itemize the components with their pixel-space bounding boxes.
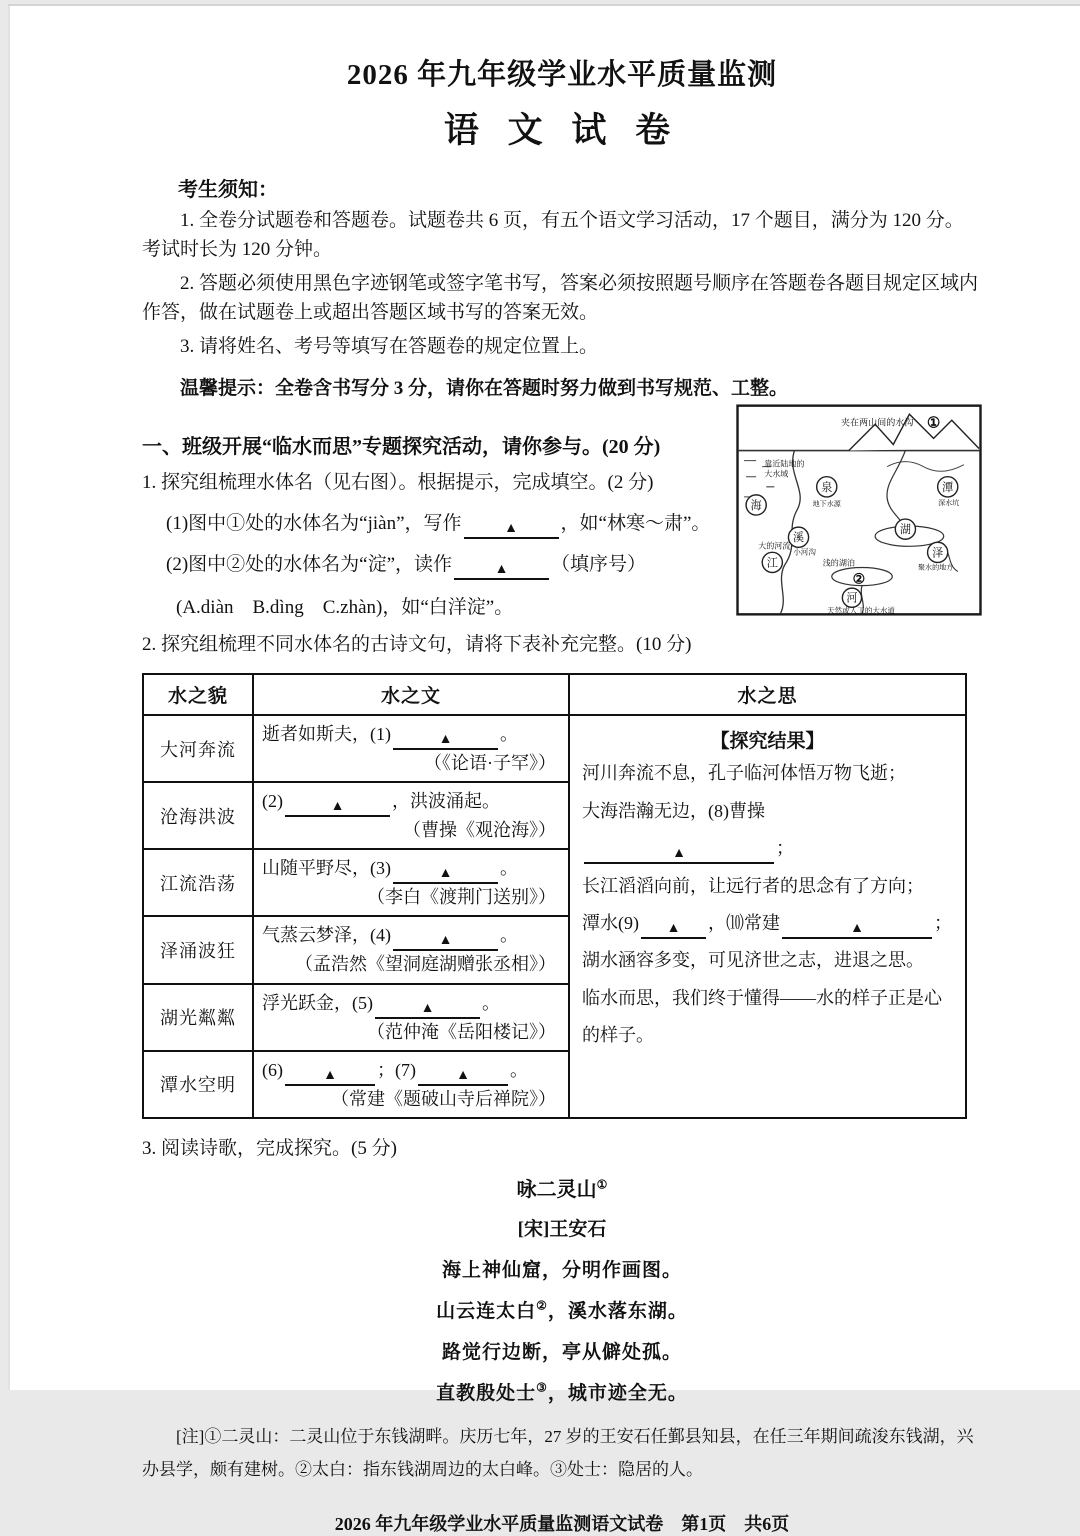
- map-label-sea-2: 大水域: [764, 469, 789, 479]
- exam-subtitle: 语 文 试 卷: [443, 111, 681, 150]
- water-thought-cell: [569, 715, 966, 1118]
- result-line-3: 长江滔滔向前，让远行者的思念有了方向；: [582, 875, 924, 896]
- question-3-stem: 3. 阅读诗歌，完成探究。(5 分): [142, 1137, 397, 1159]
- table-row: [143, 715, 966, 782]
- water-verse-cell: 气蒸云梦泽，(4) ▲ 。 （孟浩然《望洞庭湖赠张丞相》）: [253, 916, 569, 983]
- result-heading: 【探究结果】: [710, 731, 825, 753]
- map-label-spring: 地下水源: [812, 500, 841, 509]
- notice-item-1: 1. 全卷分试题卷和答题卷。试题卷共 6 页，有五个语文学习活动，17 个题目，满分为 120 分。考试时长为 120 分钟。: [142, 210, 964, 261]
- question-1-stem: 1. 探究组梳理水体名（见右图）。根据提示，完成填空。(2 分): [142, 472, 654, 494]
- footnote-mark-3: ③: [536, 1380, 548, 1395]
- bubble-spring-char: 泉: [821, 482, 833, 495]
- marker-1-icon: ①: [926, 415, 941, 432]
- result-line-1: 河川奔流不息，孔子临河体悟万物飞逝；: [582, 763, 906, 784]
- poem-line-3: 路觉行边断，亭从僻处孤。: [441, 1342, 682, 1364]
- notice-heading: 考生须知：: [178, 179, 278, 201]
- water-look-cell: 湖光粼粼: [143, 984, 253, 1051]
- question-1-sub-1: (1)图中①处的水体名为“jiàn”，写作 ▲ ，如“林寒～肃”。: [166, 510, 982, 539]
- exam-page: [8, 4, 1080, 1534]
- poem-footnote: [注]①二灵山：二灵山位于东钱湖畔。庆历七年，27 岁的王安石任鄞县知县，在任三年期间疏浚东钱湖，兴办县学，颇有建树。②太白：指东钱湖周边的太白峰。③处士：隐居的人。: [142, 1427, 974, 1479]
- footnote-mark-2: ②: [536, 1298, 548, 1313]
- bubble-sea-char: 海: [750, 500, 762, 513]
- verse-source: （曹操《观沧海》）: [403, 820, 556, 841]
- verse-source: （李白《渡荆门送别》）: [367, 887, 556, 908]
- poem-author: [宋]王安石: [517, 1219, 607, 1241]
- water-look-cell: 沧海洪波: [143, 782, 253, 849]
- verse-source: （孟浩然《望洞庭湖赠张丞相》）: [295, 954, 556, 975]
- question-2-stem: 2. 探究组梳理不同水体名的古诗文句，请将下表补充完整。(10 分): [142, 633, 692, 655]
- poem-line-2: 山云连太白②，溪水落东湖。: [436, 1298, 688, 1323]
- bubble-pool-char: 潭: [942, 482, 954, 495]
- answer-blank-t4: ▲: [393, 931, 498, 951]
- water-verse-cell: 山随平野尽，(3) ▲ 。 （李白《渡荆门送别》）: [253, 849, 569, 916]
- water-verse-cell: 逝者如斯夫，(1) ▲ 。 （《论语·子罕》）: [253, 715, 569, 782]
- answer-blank-t1: ▲: [393, 730, 498, 750]
- answer-blank-8: ▲: [584, 844, 774, 864]
- bubble-marsh-char: 泽: [932, 547, 944, 560]
- notice-item-3: 3. 请将姓名、考号等填写在答题卷的规定位置上。: [180, 335, 599, 357]
- answer-blank-t3: ▲: [393, 864, 498, 884]
- answer-blank-2: ▲: [454, 560, 549, 580]
- answer-blank-1: ▲: [464, 519, 559, 539]
- answer-blank-t2: ▲: [285, 797, 390, 817]
- answer-blank-t5: ▲: [375, 999, 480, 1019]
- result-line-6: 临水而思，我们终于懂得——水的样子正是心的样子。: [582, 987, 942, 1046]
- tip-text: 温馨提示：全卷含书写分 3 分，请你在答题时努力做到书写规范、工整。: [180, 378, 789, 400]
- col-header-thought: 水之思: [569, 674, 966, 715]
- verse-source: （《论语·子罕》）: [424, 753, 556, 774]
- page-content: [142, 4, 982, 1536]
- answer-blank-t6: ▲: [285, 1066, 375, 1086]
- water-look-cell: 潭水空明: [143, 1051, 253, 1118]
- question-1-options: (A.diàn B.dìng C.zhàn)，如“白洋淀”。: [176, 596, 514, 618]
- verse-source: （范仲淹《岳阳楼记》）: [367, 1021, 556, 1042]
- map-label-gully: 夹在两山间的水沟: [840, 417, 914, 428]
- water-verse-cell: (2) ▲ ，洪波涌起。 （曹操《观沧海》）: [253, 782, 569, 849]
- poem-title: 咏二灵山①: [516, 1177, 608, 1202]
- water-look-cell: 泽涌波狂: [143, 916, 253, 983]
- result-line-2: 大海浩瀚无边，(8)曹操▲ ；: [582, 793, 953, 868]
- section-1-heading: 一、班级开展“临水而思”专题探究活动，请你参与。(20 分): [142, 436, 661, 459]
- map-label-sea-1: 靠近陆地的: [764, 459, 805, 469]
- poetry-table: [142, 673, 967, 1119]
- map-label-pool: 深水坑: [938, 499, 960, 508]
- result-line-4: 潭水(9) ▲ ，⑽常建 ▲ ；: [582, 905, 953, 942]
- bubble-brook-char: 溪: [792, 532, 805, 545]
- result-line-5: 湖水涵容多变，可见济世之志，进退之思。: [582, 950, 924, 971]
- footnote-mark-1: ①: [596, 1177, 608, 1192]
- table-header-row: [143, 674, 966, 715]
- col-header-look: 水之貌: [143, 674, 253, 715]
- marker-2-icon: ②: [852, 571, 866, 588]
- bubble-bigriver-char: 江: [766, 557, 778, 570]
- poem-block: [142, 1173, 982, 1405]
- question-1-sub-2: (2)图中②处的水体名为“淀”，读作 ▲ （填序号）: [166, 551, 982, 580]
- water-verse-cell: (6) ▲ ；(7) ▲ 。 （常建《题破山寺后禅院》）: [253, 1051, 569, 1118]
- page-footer: 2026 年九年级学业水平质量监测语文试卷 第1页 共6页: [334, 1513, 790, 1534]
- water-verse-cell: 浮光跃金，(5) ▲ 。 （范仲淹《岳阳楼记》）: [253, 984, 569, 1051]
- col-header-verse: 水之文: [253, 674, 569, 715]
- bubble-lake-char: 湖: [899, 524, 911, 537]
- water-look-cell: 大河奔流: [143, 715, 253, 782]
- answer-blank-t7: ▲: [418, 1066, 508, 1086]
- answer-blank-9: ▲: [641, 919, 706, 939]
- bubble-river-char: 河: [846, 592, 858, 605]
- poem-line-4: 直教殷处士③，城市迹全无。: [436, 1380, 688, 1405]
- poem-line-1: 海上神仙窟，分明作画图。: [441, 1260, 682, 1282]
- answer-blank-10: ▲: [782, 919, 932, 939]
- map-label-bigriver: 大的河流: [758, 541, 791, 551]
- map-label-waterway: 天然或人工的大水道: [827, 606, 895, 616]
- page-title: 2026 年九年级学业水平质量监测: [346, 59, 778, 91]
- water-look-cell: 江流浩荡: [143, 849, 253, 916]
- map-label-shallow: 浅的湖泊: [822, 558, 855, 568]
- water-map-figure: [736, 404, 982, 616]
- verse-source: （常建《题破山寺后禅院》）: [331, 1088, 556, 1109]
- map-label-brook: 小河沟: [793, 547, 816, 557]
- map-label-marsh: 聚水的地方: [917, 563, 954, 572]
- notice-item-2: 2. 答题必须使用黑色字迹钢笔或签字笔书写，答案必须按照题号顺序在答题卷各题目规定区域内作答，做在试题卷上或超出答题区域书写的答案无效。: [142, 272, 979, 324]
